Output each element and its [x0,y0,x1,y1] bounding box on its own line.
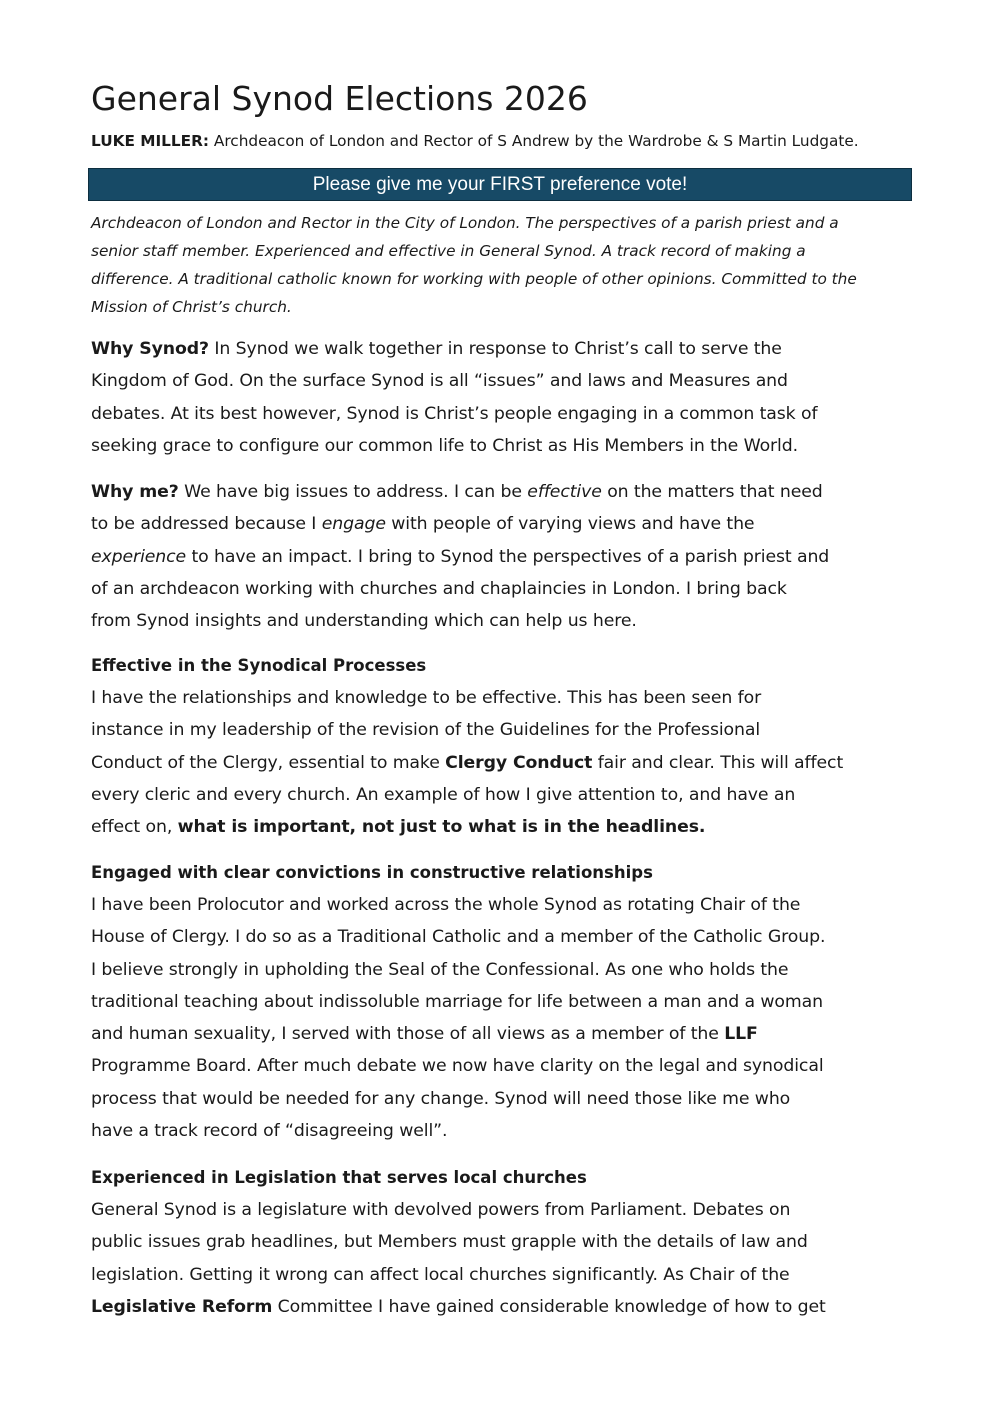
section-lead: Why me? [91,482,179,502]
section-heading: Experienced in Legislation that serves local churches [91,1168,587,1187]
paragraph-line: process that would be needed for any change. Synod will need those like me who [91,1088,791,1109]
intro-line: Mission of Christ’s church. [91,298,292,316]
paragraph-line: traditional teaching about indissoluble marriage for life between a man and a woman [91,991,823,1012]
paragraph-line: public issues grab headlines, but Members must grapple with the details of law and [91,1232,808,1253]
paragraph-line: General Synod is a legislature with devolved powers from Parliament. Debates on [91,1200,791,1220]
why-me-section [91,476,913,637]
paragraph-line: Programme Board. After much debate we now have clarity on the legal and synodical [91,1056,824,1077]
paragraph-line: Kingdom of God. On the surface Synod is all “issues” and laws and Measures and [91,371,788,392]
section-heading: Engaged with clear convictions in constructive relationships [91,863,653,882]
vote-banner: Please give me your FIRST preference vote! [88,168,912,201]
paragraph-line: seeking grace to configure our common life to Christ as His Members in the World. [91,435,799,456]
section-lead: Why Synod? [91,339,209,359]
paragraph-line: of an archdeacon working with churches and chaplaincies in London. I bring back [91,578,787,599]
candidate-role: Archdeacon of London and Rector of S Andrew by the Wardrobe & S Martin Ludgate. [213,132,859,150]
candidate-line [91,131,859,151]
paragraph-line: Why me? We have big issues to address. I can be effective on the matters that need [91,482,823,502]
paragraph-line: Legislative Reform Committee I have gained considerable knowledge of how to get [91,1296,826,1317]
intro-line: difference. A traditional catholic known for working with people of other opinions. Committed to the [91,270,857,288]
paragraph-line: legislation. Getting it wrong can affect local churches significantly. As Chair of the [91,1264,790,1285]
intro-line: Archdeacon of London and Rector in the City of London. The perspectives of a parish priest and a [91,214,839,232]
paragraph-line: have a track record of “disagreeing well”. [91,1121,448,1142]
paragraph-line: I have the relationships and knowledge to be effective. This has been seen for [91,688,762,708]
paragraph-line: experience to have an impact. I bring to Synod the perspectives of a parish priest and [91,546,830,567]
experienced-section [91,1162,913,1323]
intro-line: senior staff member. Experienced and effective in General Synod. A track record of making a [91,242,806,260]
paragraph-line: and human sexuality, I served with those of all views as a member of the LLF [91,1024,758,1045]
engaged-section [91,857,913,1147]
paragraph-line: from Synod insights and understanding which can help us here. [91,611,637,632]
paragraph-line: Conduct of the Clergy, essential to make Clergy Conduct fair and clear. This will affect [91,752,844,773]
candidate-name: LUKE MILLER: [91,132,210,150]
paragraph-line: to be addressed because I engage with people of varying views and have the [91,514,755,535]
paragraph-line: I have been Prolocutor and worked across the whole Synod as rotating Chair of the [91,895,801,915]
paragraph-line: instance in my leadership of the revision of the Guidelines for the Professional [91,720,761,741]
paragraph-line: debates. At its best however, Synod is Christ’s people engaging in a common task of [91,403,818,424]
paragraph-line: effect on, what is important, not just to what is in the headlines. [91,817,706,838]
paragraph-line: House of Clergy. I do so as a Traditional Catholic and a member of the Catholic Group. [91,927,826,948]
why-synod-section [91,333,913,462]
section-heading: Effective in the Synodical Processes [91,656,427,675]
page-title: General Synod Elections 2026 [91,79,588,118]
paragraph-line: every cleric and every church. An example of how I give attention to, and have an [91,784,796,805]
paragraph-line: I believe strongly in upholding the Seal of the Confessional. As one who holds the [91,959,789,980]
intro-paragraph [91,209,913,321]
paragraph-line: Why Synod? In Synod we walk together in response to Christ’s call to serve the [91,339,782,359]
effective-section [91,650,913,843]
